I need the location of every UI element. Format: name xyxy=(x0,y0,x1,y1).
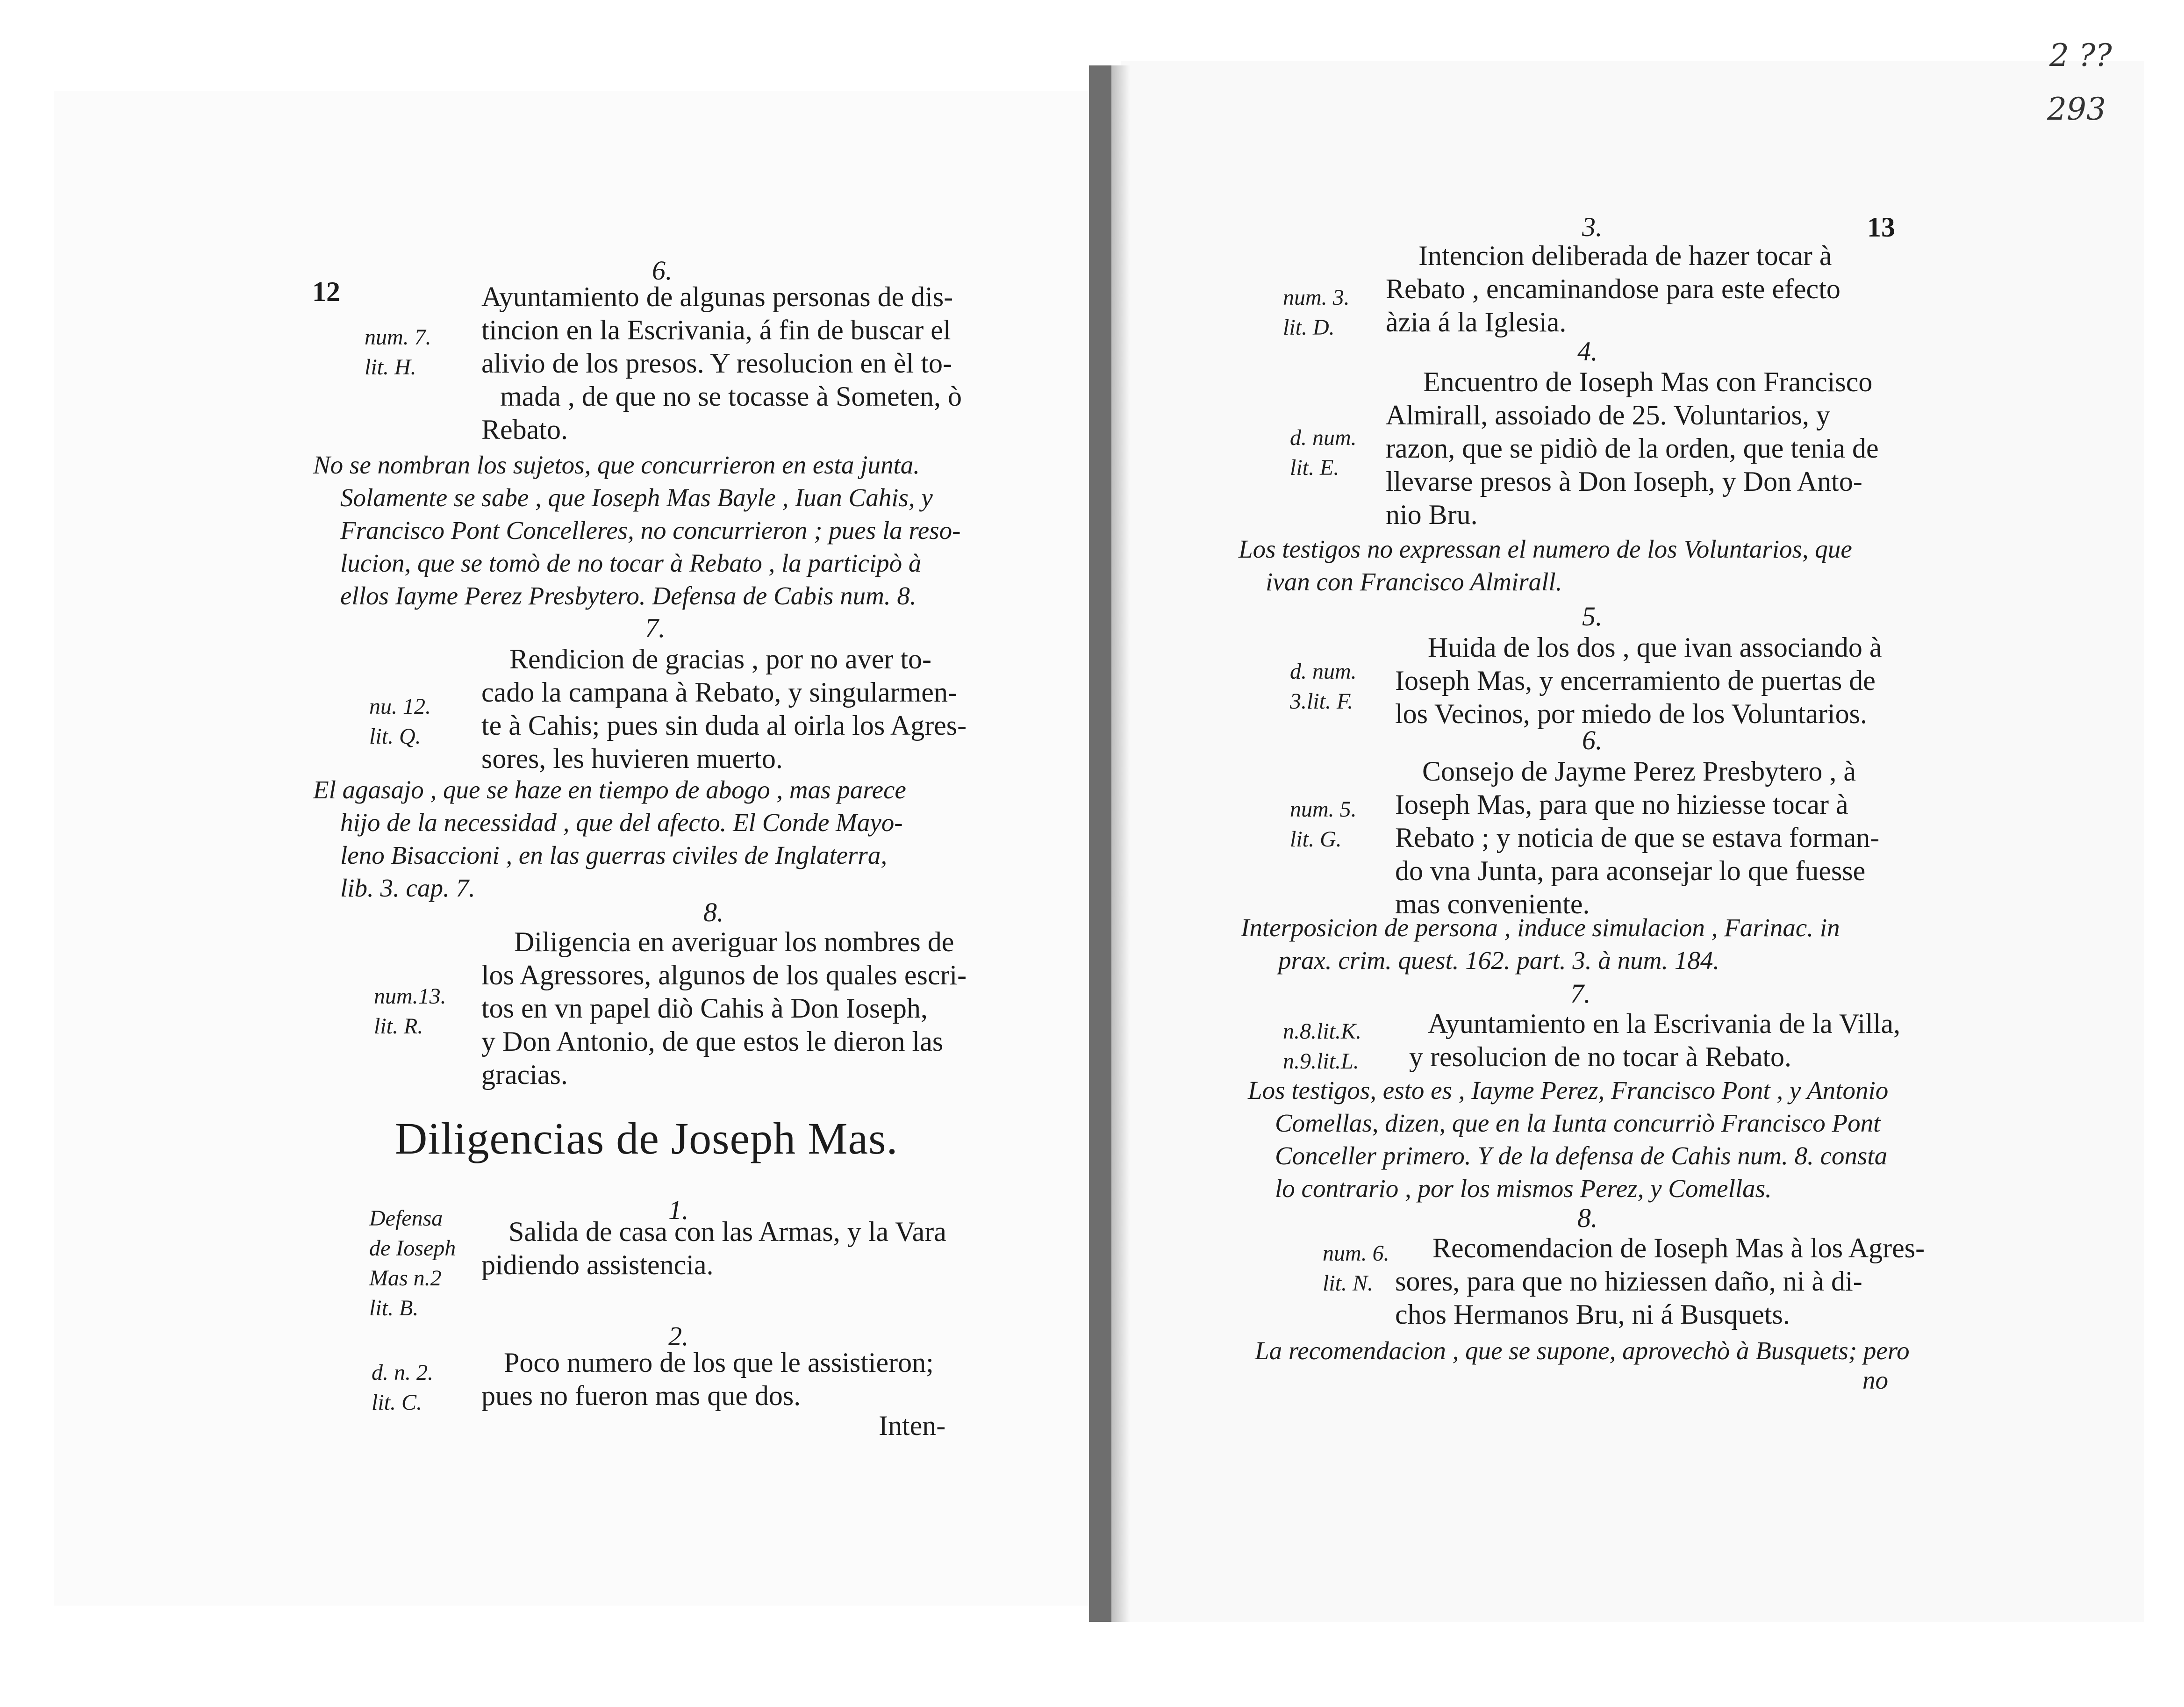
right-entry-8-text: Recomendacion de Ioseph Mas à los Agres- sores, para que no hiziessen daño, ni à di- chos Hermanos Bru, ni á Busquets. xyxy=(1395,1233,1925,1330)
left-entry-7-text: Rendicion de gracias , por no aver to- cado la campana à Rebato, y singularmen- te à Cahis; pues sin duda al oirla los Agres- sores, les huvieren muerto. xyxy=(481,644,967,774)
right-entry-5-num: 5. xyxy=(1582,601,1603,631)
right-entry-4-num: 4. xyxy=(1577,336,1598,366)
left-entry-jm1-text: Salida de casa con las Armas, y la Vara pidiendo assistencia. xyxy=(481,1216,946,1280)
right-entry-7-text: Ayuntamiento en la Escrivania de la Villa, y resolucion de no tocar à Rebato. xyxy=(1409,1008,1901,1072)
book-gutter xyxy=(1089,65,1111,1622)
left-entry-8-num: 8. xyxy=(703,897,724,927)
right-note-1: Los testigos no expressan el numero de los Voluntarios, que ivan con Francisco Almirall. xyxy=(1239,535,1852,596)
right-entry-4-ref: d. num. lit. E. xyxy=(1290,425,1357,480)
right-entry-6-text: Consejo de Jayme Perez Presbytero , à Ioseph Mas, para que no hiziesse tocar à Rebato ; y noticia de que se estava forman- do vna Junta, para aconsejar lo que fuesse mas conveniente. xyxy=(1395,756,1880,919)
manuscript-number-1: 2 ?? xyxy=(2049,37,2112,73)
right-page-number: 13 xyxy=(1867,212,1895,243)
right-note-2: Interposicion de persona , induce simulacion , Farinac. in prax. crim. quest. 162. part. 3. à num. 184. xyxy=(1241,913,1840,975)
left-entry-jm2-text: Poco numero de los que le assistieron; pues no fueron mas que dos. xyxy=(481,1347,934,1411)
left-note-2: El agasajo , que se haze en tiempo de abogo , mas parece hijo de la necessidad , que del afecto. El Conde Mayo- leno Bisaccioni , en las guerras civiles de Inglaterra, lib. 3. cap. 7. xyxy=(313,775,906,902)
right-entry-4-text: Encuentro de Ioseph Mas con Francisco Almirall, assoiado de 25. Voluntarios, y razon, que se pidiò de la orden, que tenia de llevarse presos à Don Ioseph, y Don Anto- nio Bru. xyxy=(1386,366,1879,530)
right-entry-6-ref: num. 5. lit. G. xyxy=(1290,797,1357,852)
section-heading: Diligencias de Joseph Mas. xyxy=(395,1113,898,1163)
right-entry-7-ref: n.8.lit.K. n.9.lit.L. xyxy=(1283,1019,1362,1074)
right-catchword: no xyxy=(1862,1366,1888,1394)
left-entry-1-ref: num. 7. lit. H. xyxy=(365,325,431,380)
manuscript-number-2: 293 xyxy=(2047,91,2106,127)
right-entry-5-ref: d. num. 3.lit. F. xyxy=(1290,659,1357,714)
left-page-number: 12 xyxy=(312,276,340,307)
left-entry-1-text: Ayuntamiento de algunas personas de dis- tincion en la Escrivania, á fin de buscar el alivio de los presos. Y resolucion en èl to- mada , de que no se tocasse à Someten, ò Rebato. xyxy=(481,281,962,445)
right-note-3: Los testigos, esto es , Iayme Perez, Francisco Pont , y Antonio Comellas, dizen, que en la Iunta concurriò Francisco Pont Conceller primero. Y de la defensa de Cahis num. 8. consta lo contrario , por los mismos Perez, y Comellas. xyxy=(1248,1076,1889,1203)
right-entry-7-num: 7. xyxy=(1570,978,1591,1009)
right-entry-5-text: Huida de los dos , que ivan associando à Ioseph Mas, y encerramiento de puertas de los Vecinos, por miedo de los Voluntarios. xyxy=(1395,632,1882,729)
left-entry-jm1-num: 1. xyxy=(668,1195,689,1225)
right-entry-8-ref: num. 6. lit. N. xyxy=(1323,1241,1389,1296)
right-section-marker: 3. xyxy=(1582,212,1603,242)
left-entry-7-num: 7. xyxy=(645,613,666,643)
left-catchword: Inten- xyxy=(879,1410,946,1441)
left-entry-jm1-ref: Defensa de Ioseph Mas n.2 lit. B. xyxy=(369,1206,456,1320)
left-entry-jm2-num: 2. xyxy=(668,1321,689,1351)
right-entry-8-num: 8. xyxy=(1577,1203,1598,1233)
left-note-1: No se nombran los sujetos, que concurrieron en esta junta. Solamente se sabe , que Ioseph Mas Bayle , Iuan Cahis, y Francisco Pont Concelleres, no concurrieron ; pues la reso- lucion, que se tomò de no tocar à Rebato , la participò à ellos Iayme Perez Presbytero. Defensa de Cabis num. 8. xyxy=(313,451,961,610)
left-section-marker: 6. xyxy=(652,255,673,286)
left-entry-7-ref: nu. 12. lit. Q. xyxy=(369,694,431,749)
right-note-4: La recomendacion , que se supone, aprovechò à Busquets; pero xyxy=(1255,1336,1910,1365)
right-entry-3-ref: num. 3. lit. D. xyxy=(1283,285,1350,340)
left-entry-jm2-ref: d. n. 2. lit. C. xyxy=(372,1360,433,1415)
gutter-shadow xyxy=(1111,65,1130,1622)
right-entry-6-num: 6. xyxy=(1582,725,1603,755)
left-entry-8-text: Diligencia en averiguar los nombres de los Agressores, algunos de los quales escri- tos en vn papel diò Cahis à Don Ioseph, y Don Antonio, de que estos le dieron las gracias. xyxy=(481,926,967,1090)
right-entry-3-text: Intencion deliberada de hazer tocar à Rebato , encaminandose para este efecto àzia á la Iglesia. xyxy=(1386,240,1840,337)
left-entry-8-ref: num.13. lit. R. xyxy=(374,984,446,1039)
